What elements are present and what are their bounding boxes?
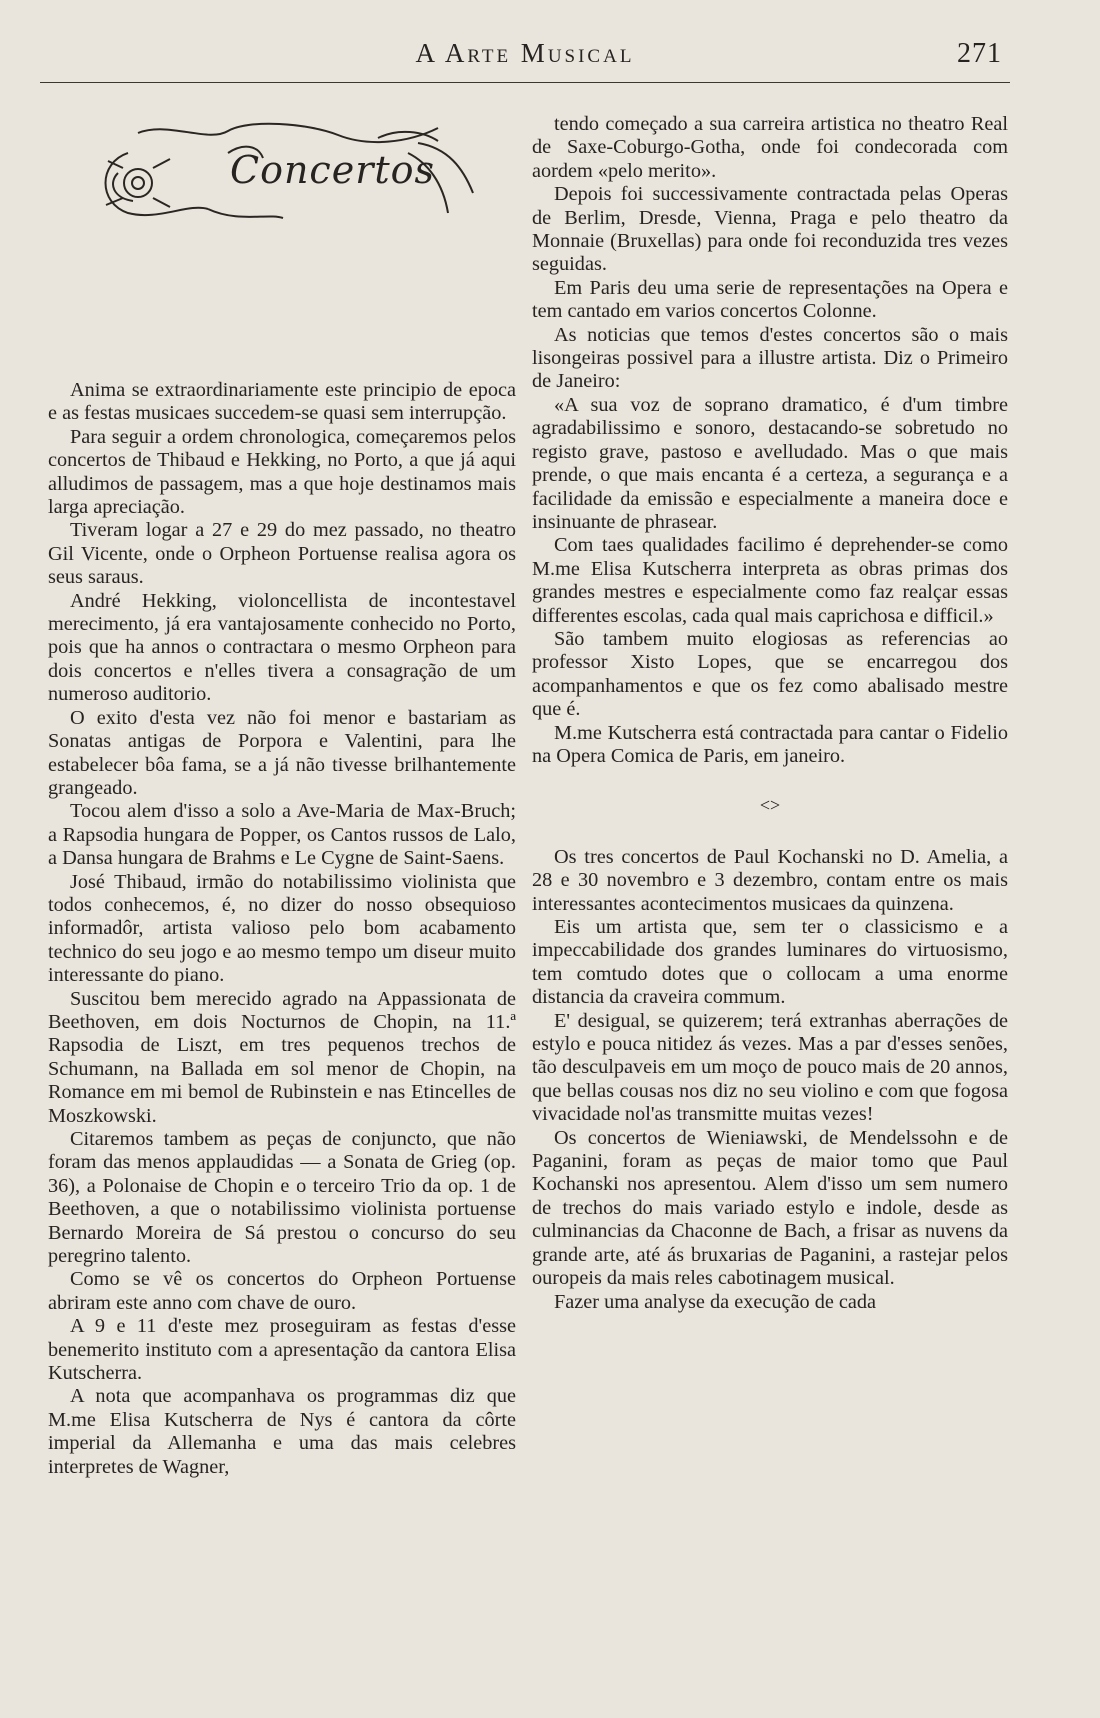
paragraph: E' desigual, se quizerem; terá extranhas aberrações de estylo e pouca nitidez ás vezes. Mas a par d'esses senões, tão desculpaveis em um moço de pouco mais de 20 annos, que bellas cousas nos diz no seu violino e com que fogosa vivacidade nol'as transmitte muitas vezes! (532, 1009, 1008, 1126)
paragraph: Os tres concertos de Paul Kochanski no D. Amelia, a 28 e 30 novembro e 3 dezembro, contam entre os mais interessantes acontecimentos musicaes da quinzena. (532, 845, 1008, 915)
section-heading-ornament (48, 113, 516, 263)
right-column (532, 113, 1008, 1314)
paragraph: Depois foi successivamente contractada pelas Operas de Berlim, Dresde, Vienna, Praga e pelo theatro da Monnaie (Bruxellas) para onde foi reconduzida tres vezes seguidas. (532, 183, 1008, 276)
journal-title: A Arte Musical (415, 38, 635, 68)
paragraph: A nota que acompanhava os programmas diz que M.me Elisa Kutscherra de Nys é cantora da côrte imperial da Allemanha e uma das mais celebres interpretes de Wagner, (48, 1385, 516, 1478)
paragraph: «A sua voz de soprano dramatico, é d'um timbre agradabilissimo e sonoro, destacando-se sobretudo no registo grave, pastoso e avelludado. Mas o que mais prende, o que mais encanta é a certeza, a segurança e a facilidade da emissão e especialmente a maneira doce e insinuante de phrasear. (532, 393, 1008, 533)
right-column-text-a (532, 113, 1008, 768)
paragraph: André Hekking, violoncellista de incontestavel merecimento, já era vantajosamente conhecido no Porto, pois que ha annos o contractara o mesmo Orpheon para dois concertos e n'elles tivera a consagração de um numeroso auditorio. (48, 589, 516, 706)
paragraph: Tocou alem d'isso a solo a Ave-Maria de Max-Bruch; a Rapsodia hungara de Popper, os Cantos russos de Lalo, a Dansa hungara de Brahms e Le Cygne de Saint-Saens. (48, 800, 516, 870)
page-number: 271 (957, 38, 1002, 69)
paragraph: Os concertos de Wieniawski, de Mendelssohn e de Paganini, foram as peças de maior tomo que Paul Kochanski nos apresentou. Alem d'isso um sem numero de trechos do mais variado estylo e indole, desde as culminancias da Chaconne de Bach, a frisar as nuvens da grande arte, até ás bruxarias de Paganini, a rastejar pelos ouropeis da mais reles cabotinagem musical. (532, 1126, 1008, 1290)
paragraph: Citaremos tambem as peças de conjuncto, que não foram das menos applaudidas — a Sonata de Grieg (op. 36), a Polonaise de Chopin e o terceiro Trio da op. 1 de Beethoven, a que o notabilissimo violinista portuense Bernardo Moreira de Sá prestou o concurso do seu peregrino talento. (48, 1128, 516, 1268)
paragraph: Com taes qualidades facilimo é deprehender-se como M.me Elisa Kutscherra interpreta as obras primas dos grandes mestres e especialmente como faz realçar essas differentes escolas, cada qual mais caprichosa e difficil.» (532, 534, 1008, 627)
paragraph: Eis um artista que, sem ter o classicismo e a impeccabilidade dos grandes luminares do virtuosismo, tem comtudo dotes que o collocam a uma enorme distancia da craveira commum. (532, 916, 1008, 1009)
section-heading: Concertos (230, 148, 436, 192)
left-column-text (48, 379, 516, 1479)
paragraph: tendo começado a sua carreira artistica no theatro Real de Saxe-Coburgo-Gotha, onde foi condecorada com aordem «pelo merito». (532, 113, 1008, 182)
paragraph: Tiveram logar a 27 e 29 do mez passado, no theatro Gil Vicente, onde o Orpheon Portuense realisa agora os seus saraus. (48, 519, 516, 589)
header-rule (40, 82, 1010, 83)
paragraph: José Thibaud, irmão do notabilissimo violinista que todos conhecemos, é, no dizer do nosso obsequioso informadôr, artista valioso pelo bom acabamento technico do seu jogo e ao mesmo tempo um diseur muito interessante do piano. (48, 870, 516, 987)
paragraph: M.me Kutscherra está contractada para cantar o Fidelio na Opera Comica de Paris, em janeiro. (532, 721, 1008, 767)
paragraph: O exito d'esta vez não foi menor e bastariam as Sonatas antigas de Porpora e Valentini, para lhe estabelecer bôa fama, se a já não tivesse brilhantemente grangeado. (48, 706, 516, 799)
paragraph: Em Paris deu uma serie de representações na Opera e tem cantado em varios concertos Colonne. (532, 276, 1008, 323)
left-column (48, 113, 516, 1479)
paragraph: Anima se extraordinariamente este principio de epoca e as festas musicaes succedem-se quasi sem interrupção. (48, 379, 516, 425)
paragraph: São tambem muito elogiosas as referencias ao professor Xisto Lopes, que se encarregou dos acompanhamentos e que os fez como abalisado mestre que é. (532, 627, 1008, 721)
running-head (40, 38, 1010, 78)
section-dinkus: <> (759, 795, 781, 816)
paragraph: Como se vê os concertos do Orpheon Portuense abriram este anno com chave de ouro. (48, 1268, 516, 1314)
right-column-text-b (532, 846, 1008, 1314)
paragraph: A 9 e 11 d'este mez proseguiram as festas d'esse benemerito instituto com a apresentação da cantora Elisa Kutscherra. (48, 1315, 516, 1385)
paragraph: As noticias que temos d'estes concertos são o mais lisongeiras possivel para a illustre artista. Diz o Primeiro de Janeiro: (532, 323, 1008, 393)
paragraph: Suscitou bem merecido agrado na Appassionata de Beethoven, em dois Nocturnos de Chopin, na 11.ª Rapsodia de Liszt, em tres pequenos trechos de Schumann, na Ballada em sol menor de Chopin, na Romance em mi bemol de Rubinstein e nas Etincelles de Moszkowski. (48, 987, 516, 1127)
paragraph: Fazer uma analyse da execução de cada (554, 1290, 877, 1313)
paragraph: Para seguir a ordem chronologica, começaremos pelos concertos de Thibaud e Hekking, no Porto, a que já aqui alludimos de passagem, mas a que hoje destinamos mais larga apreciação. (48, 425, 516, 519)
